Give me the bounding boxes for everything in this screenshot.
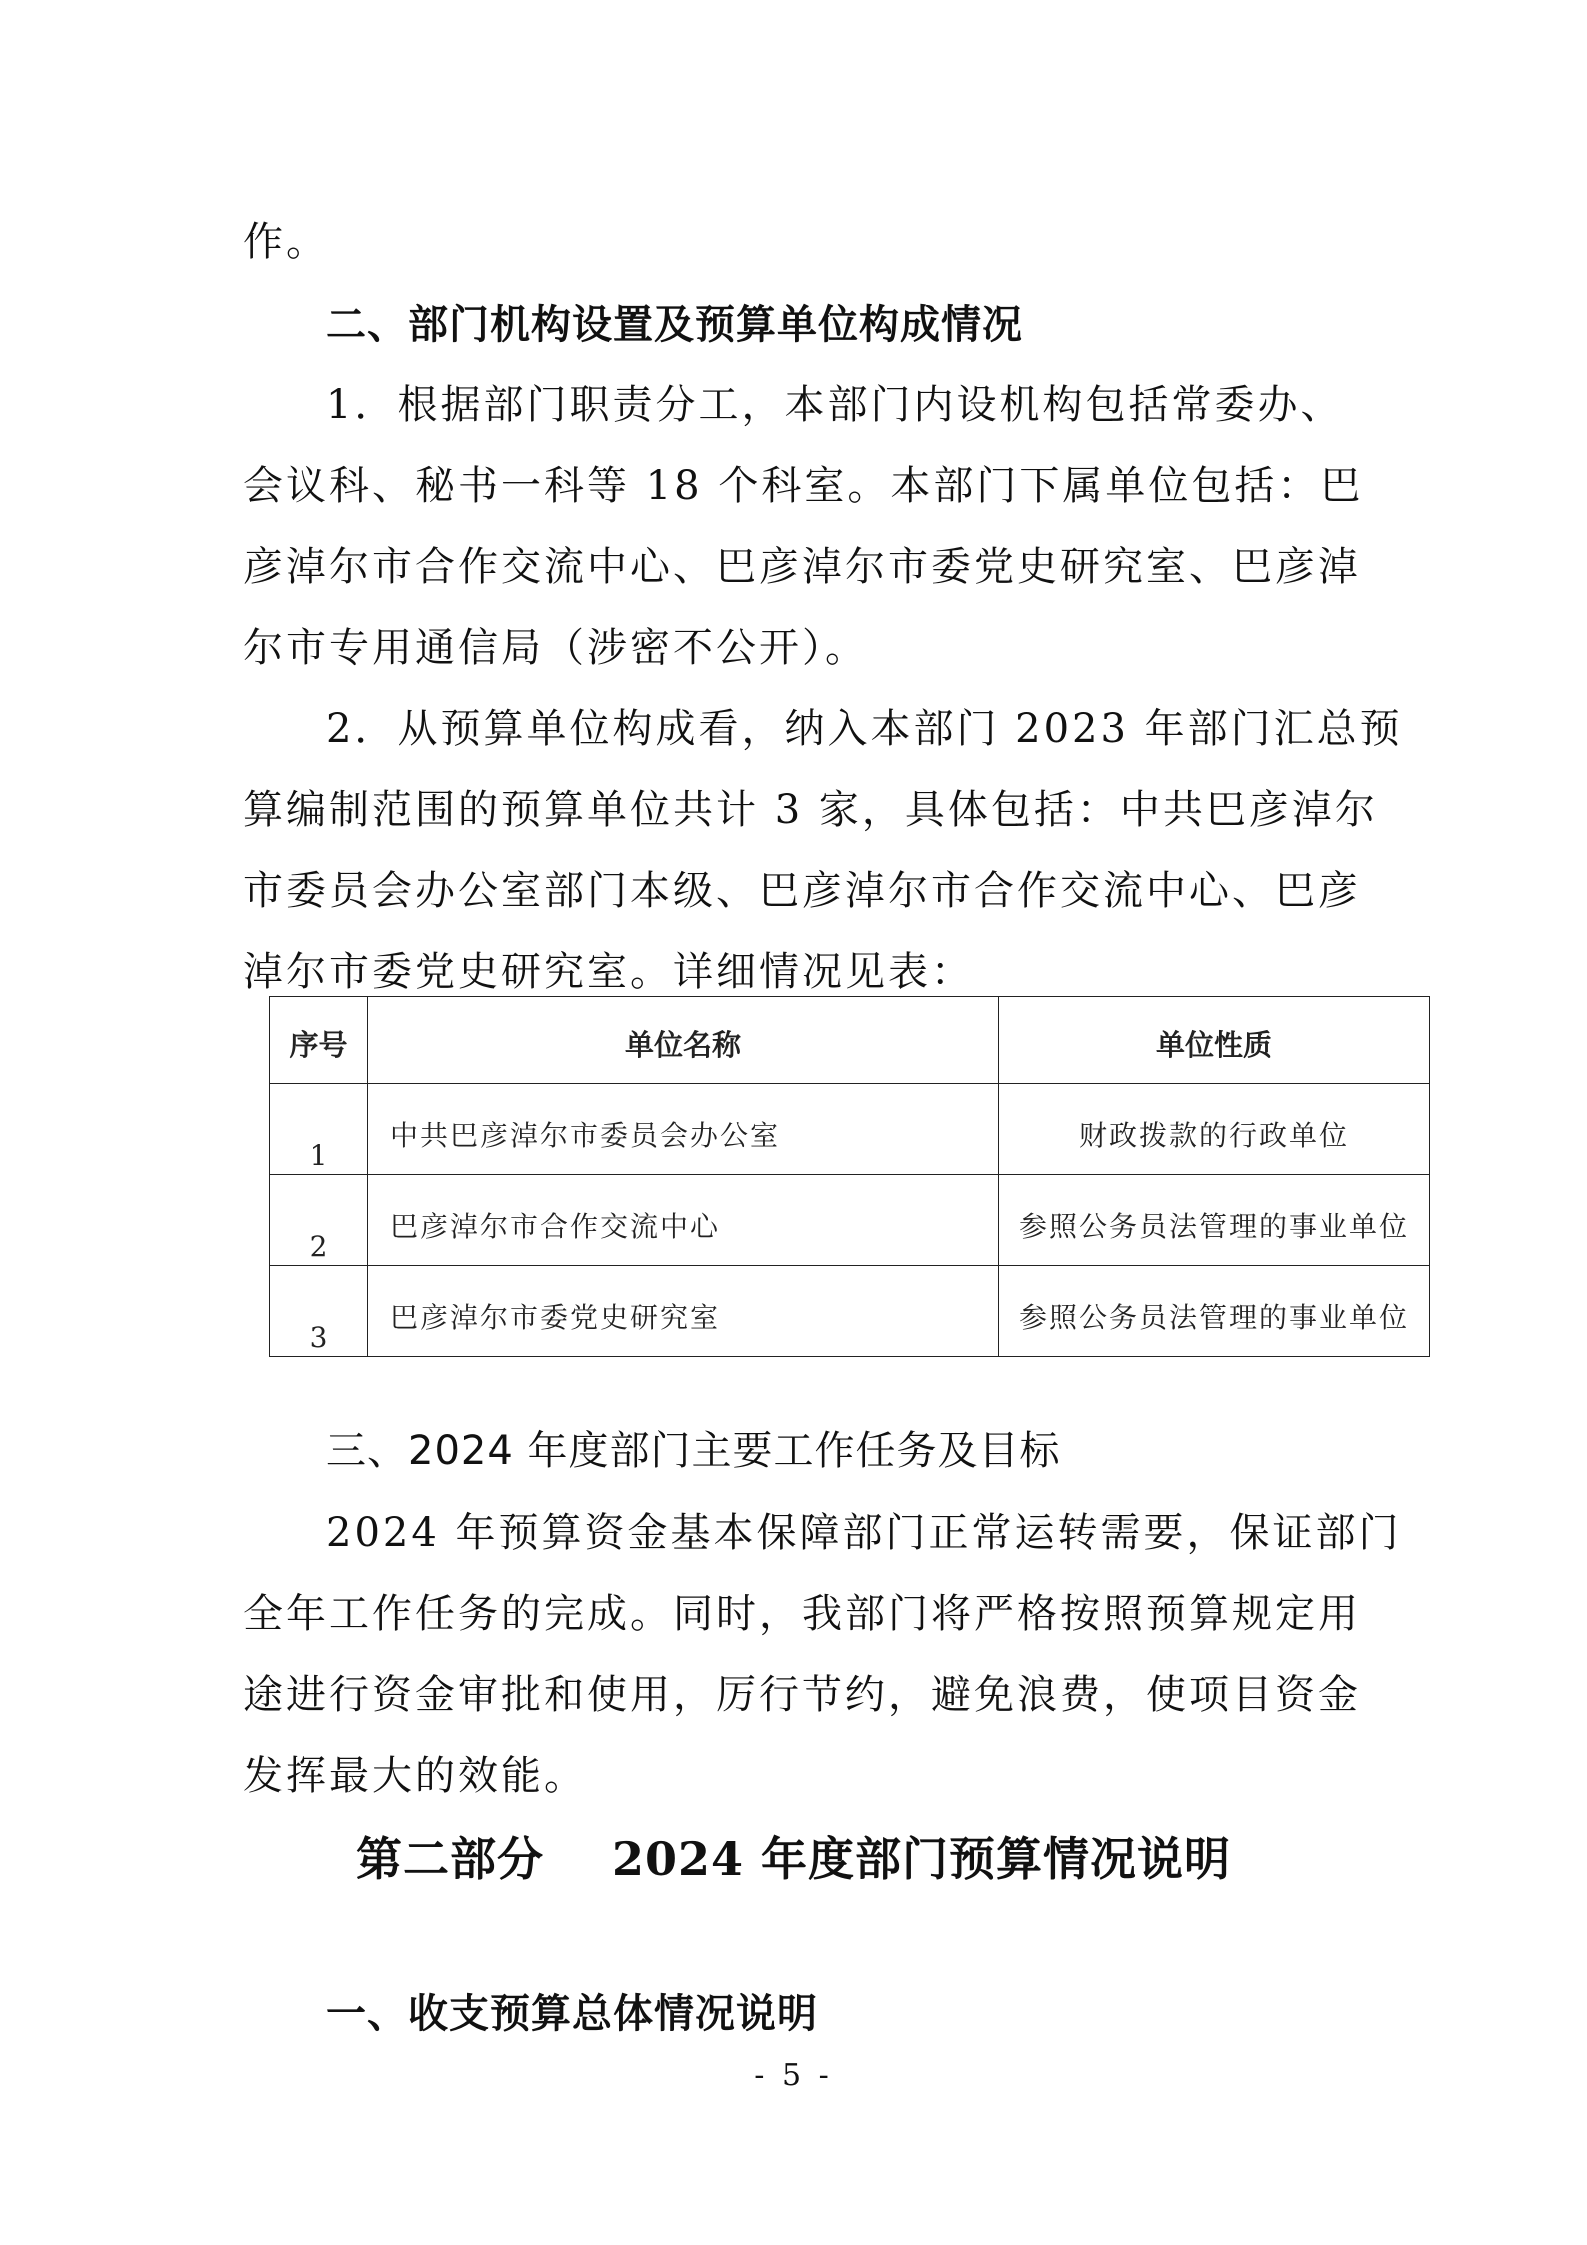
section-heading-1: 一、收支预算总体情况说明: [326, 1991, 818, 2037]
cell-unit-name: 巴彦淖尔市委党史研究室: [368, 1266, 999, 1357]
cell-index: 1: [270, 1084, 368, 1175]
text-line: 全年工作任务的完成。同时，我部门将严格按照预算规定用: [243, 1591, 1361, 1637]
table-header-row: [270, 997, 1430, 1084]
cell-index: 3: [270, 1266, 368, 1357]
table-row: [270, 1084, 1430, 1175]
column-header-unit-nature: 单位性质: [999, 997, 1430, 1084]
part-title: 第二部分 2024 年度部门预算情况说明: [355, 1832, 1232, 1886]
text-line: 作。: [243, 219, 329, 265]
cell-index: 2: [270, 1175, 368, 1266]
text-line: 淖尔市委党史研究室。详细情况见表：: [243, 949, 974, 995]
column-header-unit-name: 单位名称: [368, 997, 999, 1084]
page-number: - 5 -: [754, 2058, 833, 2093]
cell-unit-nature: 参照公务员法管理的事业单位: [999, 1266, 1430, 1357]
text-line: 1．根据部门职责分工，本部门内设机构包括常委办、: [326, 382, 1344, 428]
section-heading-3: 三、2024 年度部门主要工作任务及目标: [326, 1428, 1061, 1474]
column-header-index: 序号: [270, 997, 368, 1084]
text-line: 途进行资金审批和使用，厉行节约，避免浪费，使项目资金: [243, 1672, 1361, 1718]
section-heading-2: 二、部门机构设置及预算单位构成情况: [326, 302, 1023, 348]
text-line: 发挥最大的效能。: [243, 1753, 587, 1799]
cell-unit-name: 巴彦淖尔市合作交流中心: [368, 1175, 999, 1266]
text-line: 2024 年预算资金基本保障部门正常运转需要，保证部门: [326, 1510, 1402, 1556]
text-line: 会议科、秘书一科等 18 个科室。本部门下属单位包括：巴: [243, 463, 1364, 509]
text-line: 算编制范围的预算单位共计 3 家，具体包括：中共巴彦淖尔: [243, 787, 1378, 833]
cell-unit-name: 中共巴彦淖尔市委员会办公室: [368, 1084, 999, 1175]
table-row: [270, 1175, 1430, 1266]
text-line: 市委员会办公室部门本级、巴彦淖尔市合作交流中心、巴彦: [243, 868, 1361, 914]
cell-unit-nature: 财政拨款的行政单位: [999, 1084, 1430, 1175]
text-line: 尔市专用通信局（涉密不公开）。: [243, 625, 868, 671]
table-row: [270, 1266, 1430, 1357]
text-line: 彦淖尔市合作交流中心、巴彦淖尔市委党史研究室、巴彦淖: [243, 544, 1361, 590]
budget-units-table: [269, 996, 1430, 1357]
cell-unit-nature: 参照公务员法管理的事业单位: [999, 1175, 1430, 1266]
text-line: 2．从预算单位构成看，纳入本部门 2023 年部门汇总预: [326, 706, 1403, 752]
